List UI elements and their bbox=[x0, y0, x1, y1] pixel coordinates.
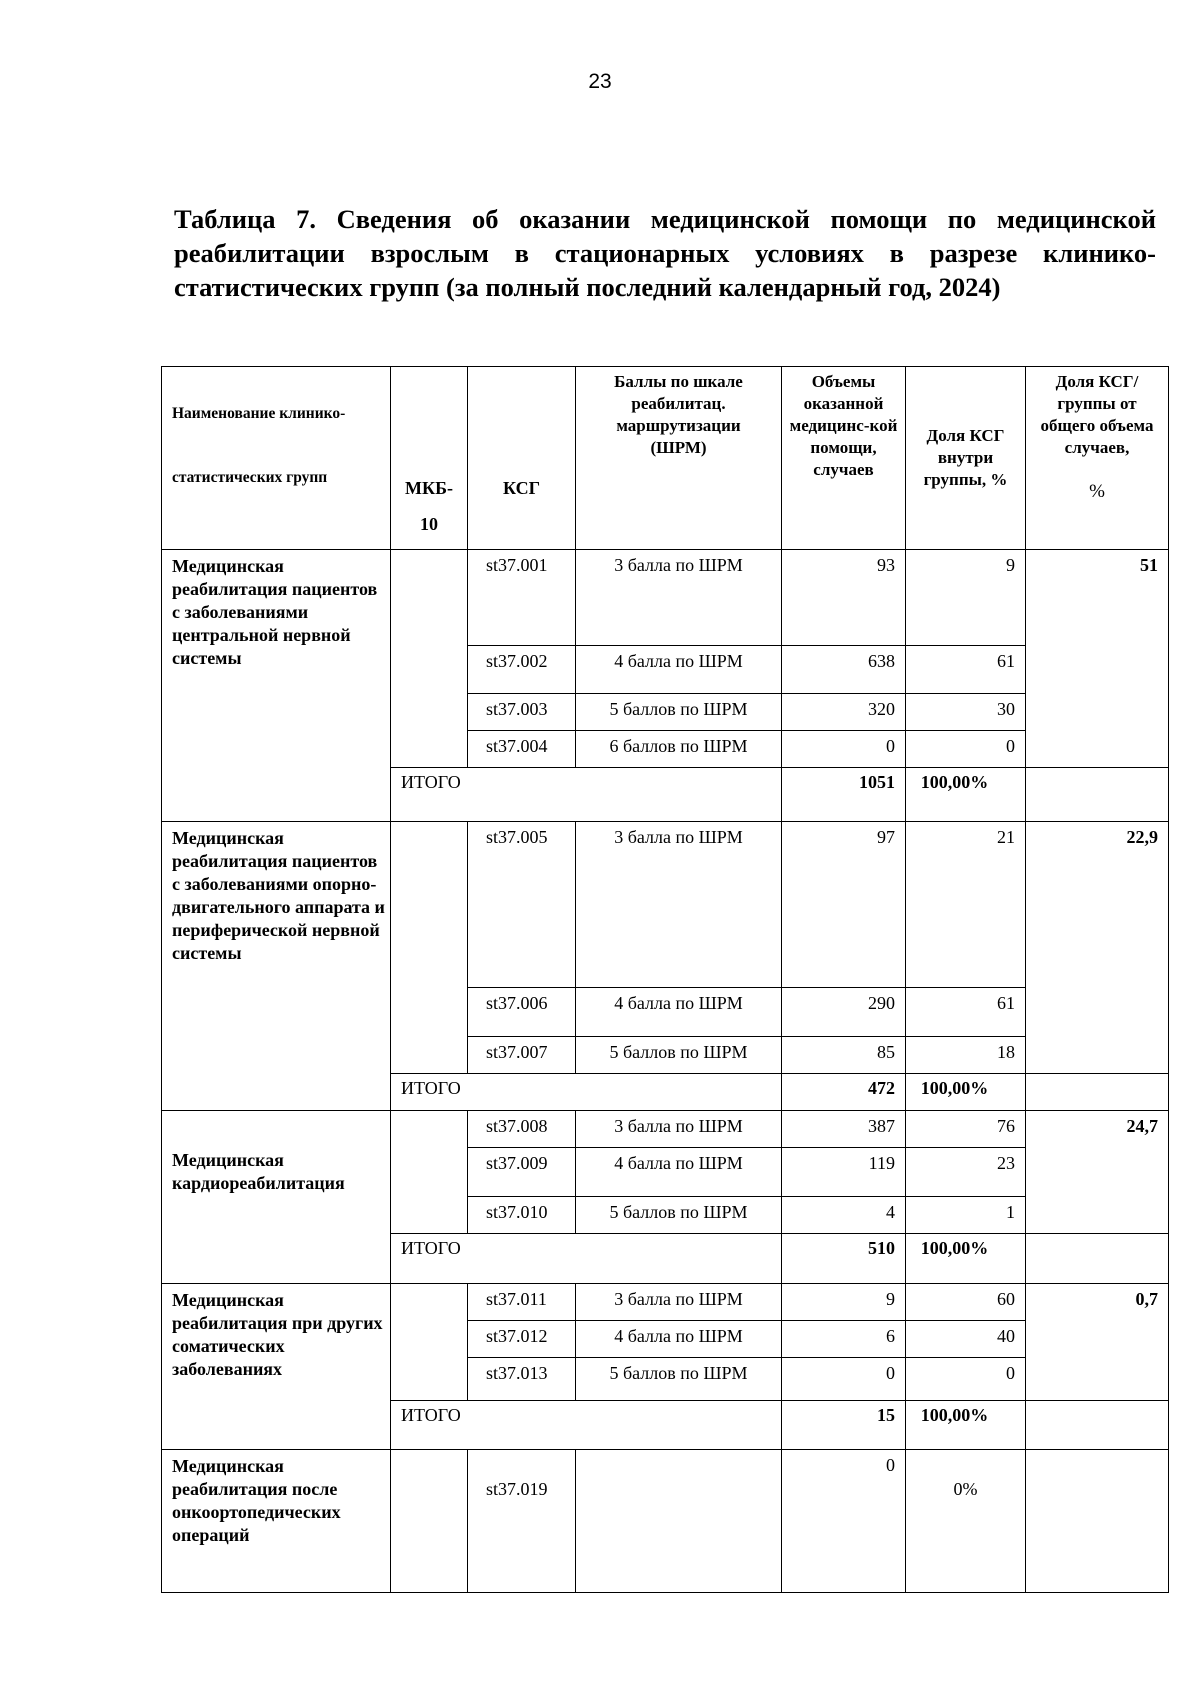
volume-cell: 290 bbox=[782, 988, 906, 1037]
share-cell: 1 bbox=[906, 1197, 1026, 1234]
total-volume: 472 bbox=[782, 1074, 906, 1111]
share-cell: 0% bbox=[906, 1450, 1026, 1593]
shrm-cell: 6 баллов по ШРМ bbox=[576, 731, 782, 768]
header-name bbox=[162, 367, 391, 550]
ksg-code: st37.001 bbox=[468, 550, 576, 646]
total-share: 100,00% bbox=[906, 1234, 1026, 1284]
shrm-cell: 5 баллов по ШРМ bbox=[576, 1358, 782, 1401]
volume-cell: 85 bbox=[782, 1037, 906, 1074]
mkb-cell bbox=[391, 822, 468, 1074]
table-container bbox=[161, 366, 1168, 1593]
total-volume: 1051 bbox=[782, 768, 906, 822]
volume-cell: 638 bbox=[782, 646, 906, 694]
group-name: Медицинская реабилитация при других соматических заболеваниях bbox=[162, 1284, 391, 1450]
volume-cell: 387 bbox=[782, 1111, 906, 1148]
volume-cell: 0 bbox=[782, 1450, 906, 1593]
ksg-code: st37.011 bbox=[468, 1284, 576, 1321]
mkb-cell bbox=[391, 550, 468, 768]
table-row bbox=[162, 822, 1169, 988]
header-name-line2: статистических групп bbox=[172, 469, 328, 486]
share-total-cell: 22,9 bbox=[1026, 822, 1169, 1074]
volume-cell: 320 bbox=[782, 694, 906, 731]
ksg-code: st37.005 bbox=[468, 822, 576, 988]
header-volume: Объемы оказанной медицинс-кой помощи, случаев bbox=[782, 367, 906, 550]
volume-cell: 6 bbox=[782, 1321, 906, 1358]
shrm-cell: 5 баллов по ШРМ bbox=[576, 694, 782, 731]
share-total-cell bbox=[1026, 1450, 1169, 1593]
header-row bbox=[162, 367, 1169, 550]
shrm-cell bbox=[576, 1450, 782, 1593]
mkb-cell bbox=[391, 1450, 468, 1593]
total-label: ИТОГО bbox=[391, 1234, 782, 1284]
ksg-code: st37.019 bbox=[468, 1450, 576, 1593]
total-volume: 510 bbox=[782, 1234, 906, 1284]
header-mkb-line1: МКБ- bbox=[405, 478, 453, 498]
header-share-total-text: Доля КСГ/группы от общего объема случаев, bbox=[1040, 372, 1154, 457]
empty-cell bbox=[1026, 1234, 1169, 1284]
header-mkb-line2: 10 bbox=[420, 514, 438, 534]
share-total-cell: 51 bbox=[1026, 550, 1169, 768]
shrm-cell: 4 балла по ШРМ bbox=[576, 988, 782, 1037]
data-table bbox=[161, 366, 1169, 1593]
header-share-total bbox=[1026, 367, 1169, 550]
total-label: ИТОГО bbox=[391, 1401, 782, 1450]
share-cell: 0 bbox=[906, 731, 1026, 768]
share-cell: 9 bbox=[906, 550, 1026, 646]
shrm-cell: 3 балла по ШРМ bbox=[576, 1111, 782, 1148]
ksg-code: st37.010 bbox=[468, 1197, 576, 1234]
volume-cell: 93 bbox=[782, 550, 906, 646]
table-row bbox=[162, 1450, 1169, 1593]
header-ksg: КСГ bbox=[468, 367, 576, 550]
table-row bbox=[162, 550, 1169, 646]
table-row bbox=[162, 1111, 1169, 1148]
shrm-cell: 3 балла по ШРМ bbox=[576, 550, 782, 646]
total-share: 100,00% bbox=[906, 1074, 1026, 1111]
mkb-cell bbox=[391, 1284, 468, 1401]
shrm-cell: 4 балла по ШРМ bbox=[576, 1148, 782, 1197]
ksg-code: st37.004 bbox=[468, 731, 576, 768]
ksg-code: st37.008 bbox=[468, 1111, 576, 1148]
page-number: 23 bbox=[588, 70, 612, 93]
table-row bbox=[162, 1284, 1169, 1321]
ksg-code: st37.013 bbox=[468, 1358, 576, 1401]
share-cell: 23 bbox=[906, 1148, 1026, 1197]
share-cell: 30 bbox=[906, 694, 1026, 731]
ksg-code: st37.002 bbox=[468, 646, 576, 694]
header-shrm: Баллы по шкале реабилитац. маршрутизации (ШРМ) bbox=[576, 367, 782, 550]
header-mkb bbox=[391, 367, 468, 550]
share-cell: 76 bbox=[906, 1111, 1026, 1148]
table-title: Таблица 7. Сведения об оказании медицинской помощи по медицинской реабилитации взрослым в стационарных условиях в разрезе клинико-статистических групп (за полный последний календарный год, 2024) bbox=[174, 204, 1156, 302]
share-cell: 18 bbox=[906, 1037, 1026, 1074]
share-total-cell: 0,7 bbox=[1026, 1284, 1169, 1401]
ksg-code: st37.003 bbox=[468, 694, 576, 731]
header-share-total-unit: % bbox=[1089, 481, 1105, 502]
group-name: Медицинская реабилитация после онкоортопедических операций bbox=[162, 1450, 391, 1593]
share-cell: 40 bbox=[906, 1321, 1026, 1358]
empty-cell bbox=[1026, 1401, 1169, 1450]
empty-cell bbox=[1026, 1074, 1169, 1111]
total-label: ИТОГО bbox=[391, 1074, 782, 1111]
total-label: ИТОГО bbox=[391, 768, 782, 822]
mkb-cell bbox=[391, 1111, 468, 1234]
volume-cell: 0 bbox=[782, 731, 906, 768]
shrm-cell: 5 баллов по ШРМ bbox=[576, 1037, 782, 1074]
total-share: 100,00% bbox=[906, 1401, 1026, 1450]
share-cell: 21 bbox=[906, 822, 1026, 988]
ksg-code: st37.006 bbox=[468, 988, 576, 1037]
volume-cell: 119 bbox=[782, 1148, 906, 1197]
share-total-cell: 24,7 bbox=[1026, 1111, 1169, 1234]
volume-cell: 0 bbox=[782, 1358, 906, 1401]
share-cell: 0 bbox=[906, 1358, 1026, 1401]
share-cell: 61 bbox=[906, 646, 1026, 694]
ksg-code: st37.009 bbox=[468, 1148, 576, 1197]
header-share-group: Доля КСГ внутри группы, % bbox=[906, 367, 1026, 550]
shrm-cell: 3 балла по ШРМ bbox=[576, 822, 782, 988]
share-cell: 60 bbox=[906, 1284, 1026, 1321]
header-name-line1: Наименование клинико- bbox=[172, 405, 346, 422]
shrm-cell: 3 балла по ШРМ bbox=[576, 1284, 782, 1321]
group-name: Медицинская кардиореабилитация bbox=[162, 1111, 391, 1284]
group-name: Медицинская реабилитация пациентов с заболеваниями центральной нервной системы bbox=[162, 550, 391, 822]
total-volume: 15 bbox=[782, 1401, 906, 1450]
volume-cell: 4 bbox=[782, 1197, 906, 1234]
group-name: Медицинская реабилитация пациентов с заболеваниями опорно-двигательного аппарата и периферической нервной системы bbox=[162, 822, 391, 1111]
shrm-cell: 5 баллов по ШРМ bbox=[576, 1197, 782, 1234]
share-cell: 61 bbox=[906, 988, 1026, 1037]
volume-cell: 97 bbox=[782, 822, 906, 988]
shrm-cell: 4 балла по ШРМ bbox=[576, 646, 782, 694]
shrm-cell: 4 балла по ШРМ bbox=[576, 1321, 782, 1358]
ksg-code: st37.012 bbox=[468, 1321, 576, 1358]
ksg-code: st37.007 bbox=[468, 1037, 576, 1074]
volume-cell: 9 bbox=[782, 1284, 906, 1321]
total-share: 100,00% bbox=[906, 768, 1026, 822]
empty-cell bbox=[1026, 768, 1169, 822]
